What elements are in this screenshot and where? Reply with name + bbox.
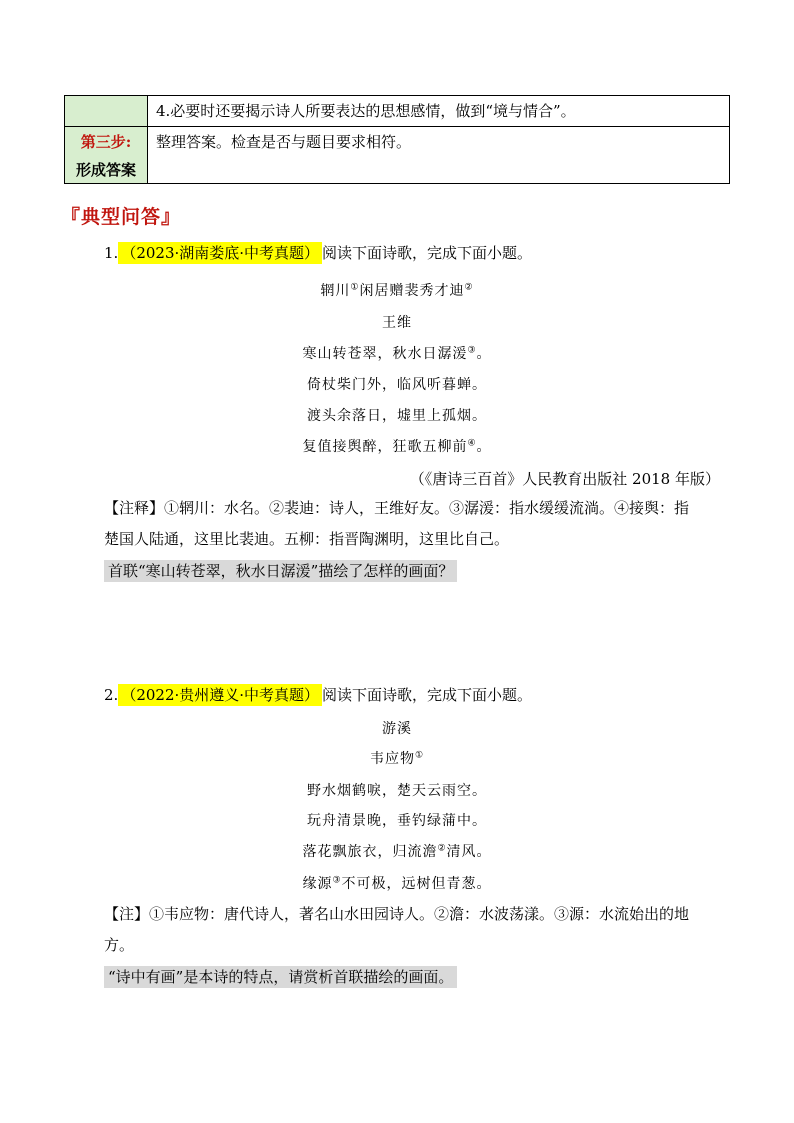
poem-line: 倚杖柴门外，临风听暮蝉。 [307, 377, 487, 393]
poem-line: 玩舟清景晚，垂钓绿蒲中。 [307, 813, 487, 829]
poem-line: 缘源③不可极，远树但青葱。 [302, 875, 492, 892]
poem-citation: （《唐诗三百首》人民教育出版社 2018 年版） [409, 470, 720, 488]
poem-title: 辋川①闲居赠裴秀才迪② [320, 282, 474, 299]
poem-line: 复值接舆醉，狂歌五柳前④。 [302, 438, 492, 455]
question-prompt: “诗中有画”是本诗的特点，请赏析首联描绘的画面。 [104, 966, 457, 987]
poem-title: 游溪 [382, 721, 412, 737]
poem-line: 野水烟鹤唳，楚天云雨空。 [307, 783, 487, 799]
question-1-header [104, 242, 532, 264]
step-number: 第三步: [80, 133, 132, 151]
step-name: 形成答案 [75, 161, 136, 179]
question-source-highlight: （2023·湖南娄底·中考真题） [118, 242, 322, 264]
question-instruction: 阅读下面诗歌，完成下面小题。 [322, 686, 533, 704]
step-content-cell: 整理答案。检查是否与题目要求相符。 [148, 127, 730, 184]
table-row [65, 96, 730, 127]
annotation-note: 【注释】①辋川：水名。②裴迪：诗人，王维好友。③潺湲：指水缓缓流淌。④接舆：指 楚国人陆通，这里比裴迪。五柳：指晋陶渊明，这里比自己。 [104, 499, 690, 548]
question-prompt: 首联“寒山转苍翠，秋水日潺湲”描绘了怎样的画面？ [104, 560, 457, 581]
question-instruction: 阅读下面诗歌，完成下面小题。 [322, 244, 533, 262]
section-title: 『典型问答』 [61, 206, 182, 228]
poem-line: 落花飘旅衣，归流澹②清风。 [302, 843, 492, 860]
question-number: 2. [104, 686, 119, 704]
question-source-highlight: （2022·贵州遵义·中考真题） [118, 684, 322, 706]
annotation-note: 【注】①韦应物：唐代诗人，著名山水田园诗人。②澹：水波荡漾。③源：水流始出的地 方。 [104, 905, 690, 954]
step-label-cell [65, 96, 148, 127]
poem-line: 寒山转苍翠，秋水日潺湲③。 [302, 345, 492, 362]
table-row [65, 127, 730, 184]
poem-author: 韦应物① [369, 750, 425, 767]
question-2-header [104, 684, 532, 706]
steps-table [64, 95, 730, 184]
step-label-cell [65, 127, 148, 184]
step-content-cell: 4.必要时还要揭示诗人所要表达的思想感情，做到“境与情合”。 [148, 96, 730, 127]
poem-line: 渡头余落日，墟里上孤烟。 [307, 408, 487, 424]
question-number: 1. [104, 244, 119, 262]
poem-author: 王维 [382, 315, 412, 331]
